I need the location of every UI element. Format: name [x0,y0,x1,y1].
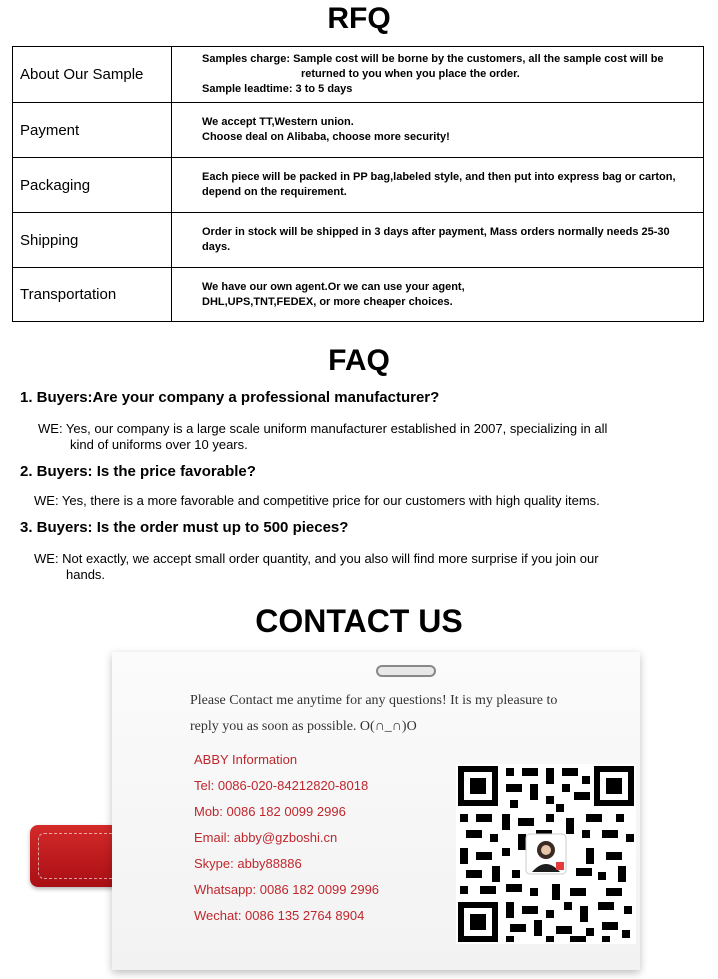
rfq-line: Each piece will be packed in PP bag,labeled style, and then put into express bag or carton, [202,171,676,183]
faq-question: 1. Buyers:Are your company a professional manufacturer? [20,389,440,406]
rfq-value-packaging [172,158,704,213]
rfq-title: RFQ [327,2,391,35]
rfq-row-shipping [13,213,704,268]
faq-answer-line: kind of uniforms over 10 years. [70,437,248,452]
faq-answer [38,421,607,453]
rfq-line: Samples charge: Sample cost will be borne by the customers, all the sample cost will be [202,53,664,65]
rfq-row-transportation [13,268,704,322]
faq-question: 2. Buyers: Is the price favorable? [20,463,256,480]
rfq-label-sample: About Our Sample [13,47,172,103]
rfq-line: We accept TT,Western union. [202,116,354,128]
rfq-line: Choose deal on Alibaba, choose more security! [202,131,450,143]
faq-question: 3. Buyers: Is the order must up to 500 pieces? [20,519,349,536]
rfq-line: We have our own agent.Or we can use your agent, [202,280,465,293]
rfq-row-payment [13,103,704,158]
contact-skype: Skype: abby88886 [194,856,302,871]
paper-clip-icon [376,665,436,677]
rfq-value-transportation [172,268,704,322]
contact-intro-line: Please Contact me anytime for any questions! It is my pleasure to [190,693,558,708]
contact-whatsapp: Whatsapp: 0086 182 0099 2996 [194,882,380,897]
rfq-line: days. [202,241,231,253]
faq-answer [34,493,600,509]
rfq-row-sample [13,47,704,103]
contact-card [112,652,640,970]
rfq-value-sample [172,47,704,103]
faq-answer-line: hands. [66,567,106,582]
contact-tel: Tel: 0086-020-84212820-8018 [194,778,369,793]
rfq-row-packaging [13,158,704,213]
faq-answer-line: WE: Yes, our company is a large scale uniform manufacturer established in 2007, specializing in all [38,421,608,436]
rfq-line: Order in stock will be shipped in 3 days after payment, Mass orders normally needs 25-30 [202,226,670,238]
rfq-label-shipping: Shipping [13,213,172,268]
rfq-label-payment: Payment [13,103,172,158]
rfq-line: depend on the requirement. [202,186,347,198]
rfq-value-shipping [172,213,704,268]
wechat-qr-code-icon [456,764,636,944]
rfq-label-transportation: Transportation [13,268,172,322]
rfq-label-packaging: Packaging [13,158,172,213]
rfq-line: DHL,UPS,TNT,FEDEX, or more cheaper choices. [202,295,453,308]
contact-wechat: Wechat: 0086 135 2764 8904 [194,908,365,923]
faq-answer [34,551,599,583]
contact-email: Email: abby@gzboshi.cn [194,830,338,845]
contact-name: ABBY Information [194,752,298,767]
rfq-line: Sample leadtime: 3 to 5 days [202,83,353,95]
rfq-line: returned to you when you place the order. [301,68,520,80]
faq-answer-line: WE: Not exactly, we accept small order quantity, and you also will find more surprise if you join our [34,551,599,566]
rfq-value-payment [172,103,704,158]
contact-intro-line: reply you as soon as possible. O(∩_∩)O [190,719,417,734]
contact-title: CONTACT US [255,603,463,639]
faq-title: FAQ [328,344,390,377]
faq-answer-line: WE: Yes, there is a more favorable and competitive price for our customers with high quality items. [34,493,600,508]
contact-intro [190,688,610,740]
rfq-table [12,46,704,322]
contact-mob: Mob: 0086 182 0099 2996 [194,804,346,819]
